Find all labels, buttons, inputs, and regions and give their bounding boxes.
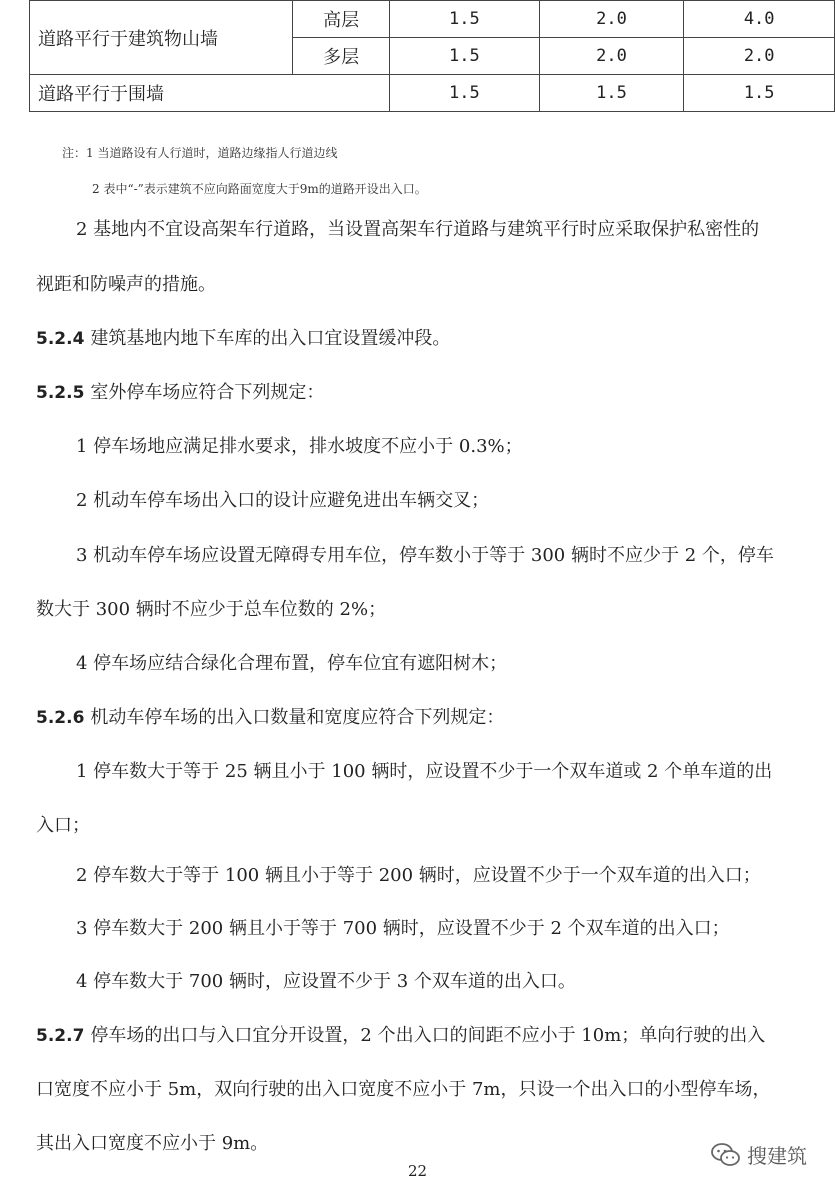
table-cell-sub: 高层 [293,1,390,38]
table-row [30,75,835,112]
paragraph-line: 4 停车数大于 700 辆时，应设置不少于 3 个双车道的出入口。 [76,971,576,992]
paragraph-line: 入口； [36,815,90,836]
clause-text: 机动车停车场的出入口数量和宽度应符合下列规定： [90,707,505,728]
table-cell-sub: 多层 [293,38,390,75]
table-cell-value: 1.5 [539,75,684,112]
paragraph-line: 口宽度不应小于 5m，双向行驶的出入口宽度不应小于 7m，只设一个出入口的小型停车场， [36,1079,771,1100]
clause-number: 5.2.7 [36,1026,85,1046]
watermark-text: 搜建筑 [747,1144,807,1168]
paragraph-line: 1 停车数大于等于 25 辆且小于 100 辆时，应设置不少于一个双车道或 2 个单车道的出 [76,761,773,782]
paragraph-line: 1 停车场地应满足排水要求，排水坡度不应小于 0.3%； [76,436,523,457]
table-row [30,1,835,38]
clause-text: 停车场的出口与入口宜分开设置，2 个出入口的间距不应小于 10m；单向行驶的出入 [90,1025,766,1046]
table-cell-value: 1.5 [390,1,540,38]
clause-number: 5.2.6 [36,708,85,728]
paragraph-line: 2 停车数大于等于 100 辆且小于等于 200 辆时，应设置不少于一个双车道的出入口； [76,865,761,886]
paragraph-line: 3 机动车停车场应设置无障碍专用车位，停车数小于等于 300 辆时不应少于 2 个，停车 [76,545,774,566]
clause-number: 5.2.5 [36,383,85,403]
clause-text: 室外停车场应符合下列规定： [90,382,325,403]
clause-5-2-6 [36,706,504,730]
wechat-icon [711,1142,741,1168]
table-note-2: 2 表中“-”表示建筑不应向路面宽度大于9m的道路开设出入口。 [92,182,427,196]
clause-5-2-7 [36,1024,765,1048]
paragraph-line: 3 停车数大于 200 辆且小于等于 700 辆时，应设置不少于 2 个双车道的出入口； [76,918,730,939]
spacing-table [29,0,835,112]
paragraph-line: 2 基地内不宜设高架车行道路，当设置高架车行道路与建筑平行时应采取保护私密性的 [76,219,760,240]
watermark [711,1140,807,1169]
paragraph-line: 2 机动车停车场出入口的设计应避免进出车辆交叉； [76,490,490,511]
table-cell-value: 1.5 [684,75,835,112]
table-cell-value: 1.5 [390,38,540,75]
table-cell-value: 1.5 [390,75,540,112]
paragraph-line: 4 停车场应结合绿化合理布置，停车位宜有遮阳树木； [76,653,508,674]
table-cell-value: 2.0 [539,38,684,75]
table-cell-value: 2.0 [539,1,684,38]
table-cell-label: 道路平行于围墙 [30,75,390,112]
paragraph-line: 数大于 300 辆时不应少于总车位数的 2%； [36,599,387,620]
paragraph-line: 视距和防噪声的措施。 [36,274,216,295]
paragraph-line: 其出入口宽度不应小于 9m。 [36,1133,269,1154]
clause-5-2-4 [36,327,450,351]
table-cell-value: 4.0 [684,1,835,38]
clause-number: 5.2.4 [36,329,85,349]
clause-5-2-5 [36,381,324,405]
table-cell-value: 2.0 [684,38,835,75]
table-cell-label: 道路平行于建筑物山墙 [30,1,293,75]
page-number: 22 [407,1162,428,1180]
clause-text: 建筑基地内地下车库的出入口宜设置缓冲段。 [90,328,451,349]
table-note-1: 注：1 当道路设有人行道时，道路边缘指人行道边线 [62,146,338,160]
